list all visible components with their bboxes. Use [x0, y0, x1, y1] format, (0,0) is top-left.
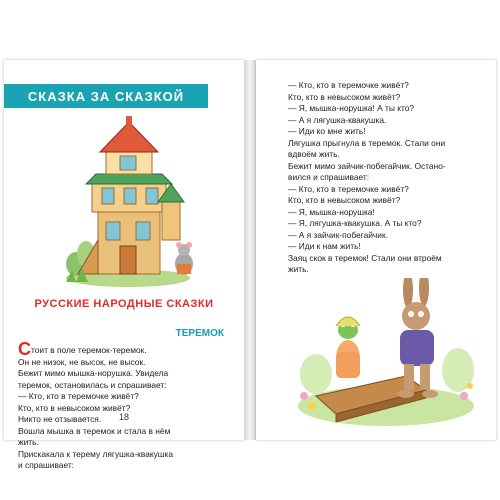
right-page-text — [288, 80, 484, 276]
text-line: — Иди ко мне жить! — [288, 126, 366, 136]
house-mouse-illustration — [62, 114, 202, 290]
text-line: и спрашивает: — [18, 460, 74, 470]
text-line: Бежит мимо зайчик-побегайчик. Останo- — [288, 160, 446, 171]
text-line: — Кто, кто в теремочке живёт? — [288, 183, 409, 194]
text-line: жить. — [288, 264, 309, 274]
frog-rabbit-illustration — [296, 278, 476, 428]
series-banner-text: СКАЗКА ЗА СКАЗКОЙ — [27, 88, 185, 104]
text-line: — Я, лягушка-квакушка. А ты кто? — [288, 218, 422, 228]
first-line-rest: тоит в поле теремок-теремок. — [31, 345, 147, 355]
text-line: вился и спрашивает: — [288, 172, 370, 182]
text-line: Никто не отзывается. — [18, 414, 102, 424]
page-number: 18 — [118, 412, 129, 422]
text-line: Кто, кто в невысоком живёт? — [288, 195, 401, 205]
text-line: — Кто, кто в теремочке живёт? — [288, 80, 409, 90]
text-line: Бежит мимо мышка-норушка. Увидела — [18, 368, 169, 378]
text-line: Заяц скок в теремок! Стали они втроём — [288, 252, 442, 263]
text-line: — Иди к нам жить! — [288, 241, 361, 251]
dropcap: С — [18, 339, 31, 359]
text-line: — Я, мышка-норушка! — [288, 206, 375, 217]
book-gutter — [244, 60, 256, 440]
text-line: жить. — [18, 437, 39, 447]
right-page — [256, 60, 496, 440]
text-line: — Кто, кто в теремочке живёт? — [18, 391, 139, 401]
text-line: — Я, мышка-норушка! А ты кто? — [288, 103, 415, 113]
text-line: вдвоём жить. — [288, 149, 340, 159]
text-line: Он не низок, не высок, не высок. — [18, 356, 146, 367]
left-page-text — [18, 339, 232, 472]
text-line: — А я лягушка-квакушка. — [288, 114, 387, 125]
left-page — [4, 60, 244, 470]
text-line: — А я зайчик-побегайчик. — [288, 229, 388, 240]
series-banner — [4, 84, 208, 108]
text-line: Кто, кто в невысоком живёт? — [288, 91, 401, 102]
story-title: ТЕРЕМОК — [175, 328, 224, 339]
text-line: теремок, остановилась и спрашивает: — [18, 379, 167, 390]
text-line: Лягушка прыгнула в теремок. Стали они — [288, 137, 446, 148]
collection-title: РУССКИЕ НАРОДНЫЕ СКАЗКИ — [34, 298, 214, 310]
text-line: Кто, кто в невысоком живёт? — [18, 402, 131, 413]
text-line: Вошла мышка в теремок и стала в нём — [18, 425, 171, 436]
text-line: Прискакала к терему лягушка-квакушка — [18, 448, 174, 459]
first-line — [18, 339, 232, 359]
